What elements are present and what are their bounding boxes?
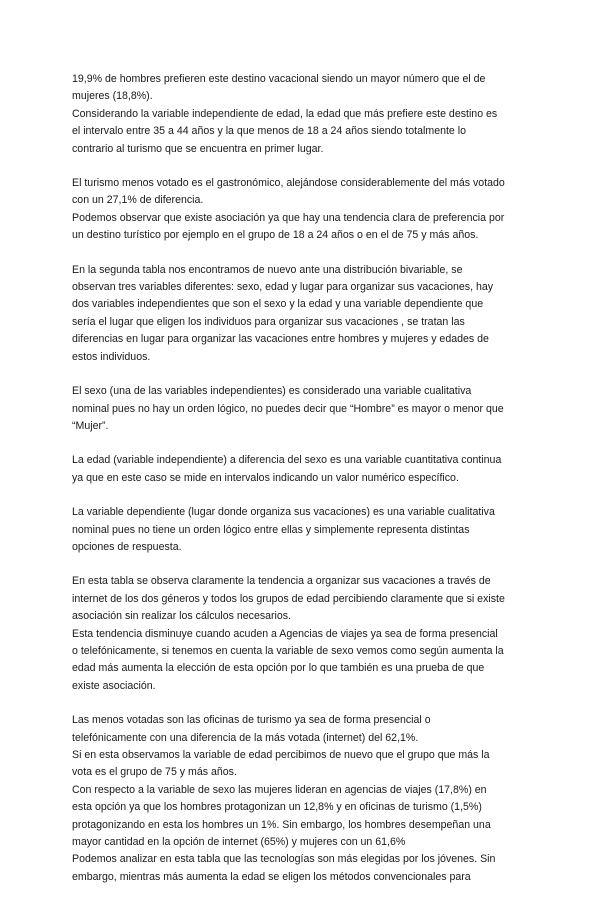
paragraph-segunda-tabla: En la segunda tabla nos encontramos de nuevo ante una distribución bivariable, se observan tres variables diferentes: sexo, edad y lugar para organizar sus vacaciones, hay dos variables independientes que son el sexo y la edad y una variable dependiente que sería el lugar que eligen los individuos para organizar sus vacaciones , se tratan las diferencias en lugar para organizar las vacaciones entre hombres y mujeres y edades de estos individuos. <box>72 263 494 363</box>
paragraph-variable-dependiente: La variable dependiente (lugar donde organiza sus vacaciones) es una variable cualitativa nominal pues no tiene un orden lógico entre ellas y simplemente representa distintas opciones de respuesta. <box>72 506 495 553</box>
paragraph-destino-hombres-mujeres: 19,9% de hombres prefieren este destino vacacional siendo un mayor número que el de mujeres (18,8%). Considerando la variable independiente de edad, la edad que más prefiere este destino es el intervalo entre 35 a 44 años y la que menos de 18 a 24 años siendo totalmente lo contrario al turismo que se encuentra en primer lugar. <box>72 73 498 155</box>
paragraph-oficinas-turismo: Las menos votadas son las oficinas de turismo ya sea de forma presencial o telefónicamente con una diferencia de la más votada (internet) del 62,1%. Si en esta observamos la variable de edad percibimos de nuevo que el grupo que más la vota es el grupo de 75 y más años. Con respecto a la variable de sexo las mujeres lideran en agencias de viajes (17,8%) en esta opción ya que los hombres protagonizan un 12,8% y en oficinas de turismo (1,5%) protagonizando en esta los hombres un 1%. Sin embargo, los hombres desempeñan una mayor cantidad en la opción de internet (65%) y mujeres con un 61,6% Podemos analizar en esta tabla que las tecnologías son más elegidas por los jóvenes. Sin embargo, mientras más aumenta la edad se eligen los métodos convencionales para <box>72 714 496 883</box>
paragraph-turismo-gastronomico: El turismo menos votado es el gastronómico, alejándose considerablemente del más votado con un 27,1% de diferencia. Podemos observar que existe asociación ya que hay una tendencia clara de preferencia por un destino turístico por ejemplo en el grupo de 18 a 24 años o en el de 75 y más años. <box>72 177 505 242</box>
document-body <box>72 71 530 903</box>
paragraph-variable-edad: La edad (variable independiente) a diferencia del sexo es una variable cuantitativa continua ya que en este caso se mide en intervalos indicando un valor numérico específico. <box>72 454 502 484</box>
paragraph-tendencia-internet: En esta tabla se observa claramente la tendencia a organizar sus vacaciones a través de internet de los dos géneros y todos los grupos de edad percibiendo claramente que si existe asociación sin realizar los cálculos necesarios. Esta tendencia disminuye cuando acuden a Agencias de viajes ya sea de forma presencial o telefónicamente, si tenemos en cuenta la variable de sexo vemos como según aumenta la edad más aumenta la elección de esta opción por lo que también es una prueba de que existe asociación. <box>72 575 505 692</box>
paragraph-variable-sexo: El sexo (una de las variables independientes) es considerado una variable cualitativa nominal pues no hay un orden lógico, no puedes decir que “Hombre” es mayor o menor que “Mujer”. <box>72 385 504 432</box>
